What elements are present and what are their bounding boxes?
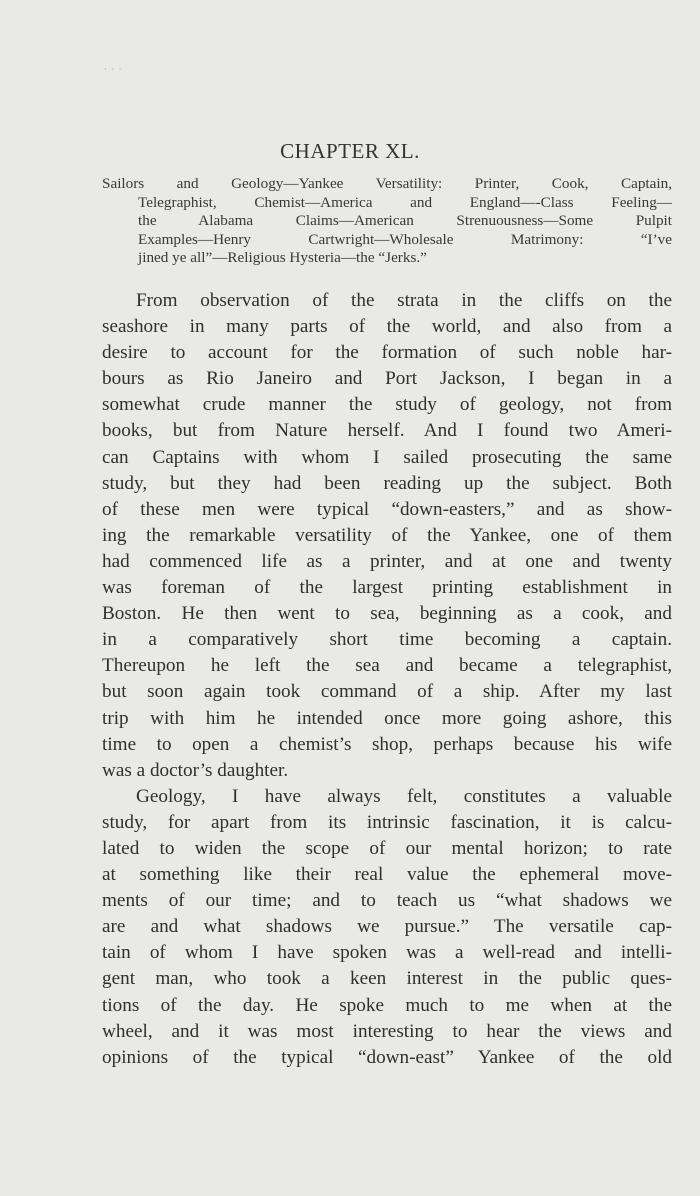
text-line: at something like their real value the ephemeral move- bbox=[102, 864, 672, 886]
text-line: ing the remarkable versatility of the Yankee, one of them bbox=[102, 524, 672, 546]
synopsis-line: Examples—Henry Cartwright—Wholesale Matrimony: “I’ve bbox=[138, 230, 672, 248]
text-line: seashore in many parts of the world, and also from a bbox=[102, 316, 672, 338]
text-line: study, but they had been reading up the subject. Both bbox=[102, 472, 672, 494]
paragraph-2 bbox=[102, 784, 672, 1071]
text-line: desire to account for the formation of such noble har- bbox=[102, 342, 672, 364]
text-line: Geology, I have always felt, constitutes a valuable bbox=[136, 785, 672, 807]
text-line: lated to widen the scope of our mental horizon; to rate bbox=[102, 837, 672, 859]
text-line: books, but from Nature herself. And I found two Ameri- bbox=[102, 420, 672, 442]
chapter-synopsis bbox=[102, 175, 672, 268]
synopsis-line: the Alabama Claims—American Strenuousness—Some Pulpit bbox=[138, 212, 672, 230]
text-line: trip with him he intended once more going ashore, this bbox=[102, 707, 672, 729]
text-line: somewhat crude manner the study of geology, not from bbox=[102, 394, 672, 416]
paragraph-1 bbox=[102, 288, 672, 784]
text-line: bours as Rio Janeiro and Port Jackson, I began in a bbox=[102, 368, 672, 390]
synopsis-line: jined ye all”—Religious Hysteria—the “Jerks.” bbox=[138, 249, 427, 267]
text-line: opinions of the typical “down-east” Yankee of the old bbox=[102, 1046, 672, 1068]
text-line: wheel, and it was most interesting to hear the views and bbox=[102, 1020, 672, 1042]
chapter-title: CHAPTER XL. bbox=[280, 139, 420, 163]
text-line: but soon again took command of a ship. After my last bbox=[102, 681, 672, 703]
text-line: Thereupon he left the sea and became a telegraphist, bbox=[102, 655, 672, 677]
page-mark: · · · bbox=[104, 64, 123, 74]
text-line: can Captains with whom I sailed prosecuting the same bbox=[102, 446, 672, 468]
synopsis-line: Sailors and Geology—Yankee Versatility: Printer, Cook, Captain, bbox=[102, 175, 672, 192]
text-line: was foreman of the largest printing establishment in bbox=[102, 577, 672, 599]
text-line: ments of our time; and to teach us “what shadows we bbox=[102, 890, 672, 912]
synopsis-line: Telegraphist, Chemist—America and England—-Class Feeling— bbox=[138, 193, 672, 211]
text-line: was a doctor’s daughter. bbox=[102, 759, 289, 781]
text-line: tions of the day. He spoke much to me when at the bbox=[102, 994, 672, 1016]
body-text bbox=[102, 288, 672, 1071]
text-line: in a comparatively short time becoming a captain. bbox=[102, 629, 672, 651]
text-line: From observation of the strata in the cliffs on the bbox=[136, 290, 672, 311]
text-line: had commenced life as a printer, and at one and twenty bbox=[102, 550, 672, 572]
text-line: of these men were typical “down-easters,” and as show- bbox=[102, 498, 672, 520]
text-line: time to open a chemist’s shop, perhaps because his wife bbox=[102, 733, 672, 755]
text-line: Boston. He then went to sea, beginning as a cook, and bbox=[102, 603, 672, 625]
text-line: study, for apart from its intrinsic fascination, it is calcu- bbox=[102, 811, 672, 833]
text-line: tain of whom I have spoken was a well-read and intelli- bbox=[102, 942, 672, 964]
text-line: are and what shadows we pursue.” The versatile cap- bbox=[102, 916, 672, 938]
text-line: gent man, who took a keen interest in the public ques- bbox=[102, 968, 672, 990]
